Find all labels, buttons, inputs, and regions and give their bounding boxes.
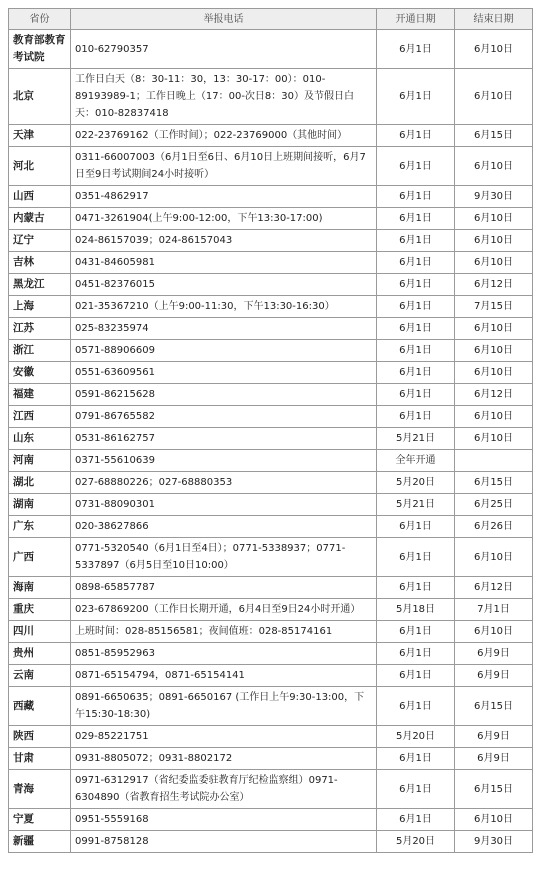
end-date-cell (455, 450, 533, 472)
province-cell: 江苏 (9, 318, 71, 340)
start-date-cell: 5月18日 (377, 599, 455, 621)
end-date-cell: 6月9日 (455, 726, 533, 748)
phone-cell: 0731-88090301 (71, 494, 377, 516)
table-row (9, 208, 533, 230)
phone-cell: 024-86157039；024-86157043 (71, 230, 377, 252)
start-date-cell: 6月1日 (377, 296, 455, 318)
start-date-cell: 5月20日 (377, 472, 455, 494)
start-date-cell: 5月21日 (377, 428, 455, 450)
phone-cell: 0791-86765582 (71, 406, 377, 428)
start-date-cell: 6月1日 (377, 125, 455, 147)
end-date-cell: 6月10日 (455, 809, 533, 831)
table-row (9, 643, 533, 665)
end-date-cell: 6月10日 (455, 406, 533, 428)
phone-cell: 0531-86162757 (71, 428, 377, 450)
end-date-cell: 6月10日 (455, 252, 533, 274)
start-date-cell: 6月1日 (377, 318, 455, 340)
end-date-cell: 7月15日 (455, 296, 533, 318)
province-cell: 河南 (9, 450, 71, 472)
phone-cell: 工作日白天（8：30-11：30，13：30-17：00）：010-89193989-1；工作日晚上（17：00-次日8：30）及节假日白天：010-82837418 (71, 69, 377, 125)
start-date-cell: 6月1日 (377, 665, 455, 687)
table-row (9, 687, 533, 726)
province-cell: 贵州 (9, 643, 71, 665)
start-date-cell: 6月1日 (377, 770, 455, 809)
end-date-cell: 9月30日 (455, 186, 533, 208)
province-cell: 吉林 (9, 252, 71, 274)
province-cell: 海南 (9, 577, 71, 599)
province-cell: 教育部教育考试院 (9, 30, 71, 69)
start-date-cell: 6月1日 (377, 516, 455, 538)
province-cell: 陕西 (9, 726, 71, 748)
province-cell: 福建 (9, 384, 71, 406)
end-date-cell: 6月15日 (455, 472, 533, 494)
start-date-cell: 6月1日 (377, 643, 455, 665)
table-row (9, 516, 533, 538)
table-header (9, 9, 533, 30)
start-date-cell: 6月1日 (377, 621, 455, 643)
phone-cell: 0311-66007003（6月1日至6日、6月10日上班期间接听，6月7日至9日考试期间24小时接听） (71, 147, 377, 186)
start-date-cell: 6月1日 (377, 687, 455, 726)
province-cell: 宁夏 (9, 809, 71, 831)
end-date-cell: 6月10日 (455, 147, 533, 186)
province-cell: 湖北 (9, 472, 71, 494)
table-row (9, 30, 533, 69)
table-row (9, 770, 533, 809)
province-cell: 天津 (9, 125, 71, 147)
table-row (9, 230, 533, 252)
table-row (9, 274, 533, 296)
start-date-cell: 6月1日 (377, 186, 455, 208)
table-row (9, 538, 533, 577)
start-date-cell: 6月1日 (377, 252, 455, 274)
table-row (9, 147, 533, 186)
start-date-cell: 6月1日 (377, 538, 455, 577)
header-phone: 举报电话 (71, 9, 377, 30)
province-cell: 山西 (9, 186, 71, 208)
province-cell: 黑龙江 (9, 274, 71, 296)
table-row (9, 340, 533, 362)
province-cell: 江西 (9, 406, 71, 428)
province-cell: 青海 (9, 770, 71, 809)
phone-cell: 0591-86215628 (71, 384, 377, 406)
phone-cell: 0951-5559168 (71, 809, 377, 831)
province-cell: 浙江 (9, 340, 71, 362)
end-date-cell: 6月9日 (455, 748, 533, 770)
phone-cell: 022-23769162（工作时间）；022-23769000（其他时间） (71, 125, 377, 147)
end-date-cell: 6月12日 (455, 274, 533, 296)
province-cell: 广西 (9, 538, 71, 577)
province-cell: 上海 (9, 296, 71, 318)
phone-cell: 0871-65154794，0871-65154141 (71, 665, 377, 687)
start-date-cell: 6月1日 (377, 362, 455, 384)
phone-cell: 上班时间：028-85156581；夜间值班：028-85174161 (71, 621, 377, 643)
end-date-cell: 6月12日 (455, 577, 533, 599)
start-date-cell: 5月20日 (377, 726, 455, 748)
phone-cell: 0431-84605981 (71, 252, 377, 274)
phone-cell: 0451-82376015 (71, 274, 377, 296)
phone-cell: 029-85221751 (71, 726, 377, 748)
phone-cell: 0971-6312917（省纪委监委驻教育厅纪检监察组）0971-6304890（省教育招生考试院办公室） (71, 770, 377, 809)
end-date-cell: 6月10日 (455, 538, 533, 577)
start-date-cell: 6月1日 (377, 69, 455, 125)
hotline-table (8, 8, 533, 853)
end-date-cell: 6月9日 (455, 643, 533, 665)
table-row (9, 186, 533, 208)
start-date-cell: 6月1日 (377, 577, 455, 599)
phone-cell: 025-83235974 (71, 318, 377, 340)
province-cell: 安徽 (9, 362, 71, 384)
table-row (9, 599, 533, 621)
phone-cell: 0898-65857787 (71, 577, 377, 599)
province-cell: 重庆 (9, 599, 71, 621)
end-date-cell: 6月10日 (455, 428, 533, 450)
end-date-cell: 7月1日 (455, 599, 533, 621)
end-date-cell: 6月10日 (455, 208, 533, 230)
start-date-cell: 6月1日 (377, 30, 455, 69)
end-date-cell: 6月10日 (455, 230, 533, 252)
end-date-cell: 6月15日 (455, 687, 533, 726)
table-row (9, 125, 533, 147)
start-date-cell: 5月20日 (377, 831, 455, 853)
phone-cell: 0931-8805072；0931-8802172 (71, 748, 377, 770)
table-row (9, 809, 533, 831)
start-date-cell: 6月1日 (377, 274, 455, 296)
table-row (9, 665, 533, 687)
header-province: 省份 (9, 9, 71, 30)
phone-cell: 0571-88906609 (71, 340, 377, 362)
phone-cell: 020-38627866 (71, 516, 377, 538)
table-row (9, 252, 533, 274)
phone-cell: 0471-3261904(上午9:00-12:00，下午13:30-17:00) (71, 208, 377, 230)
start-date-cell: 6月1日 (377, 340, 455, 362)
end-date-cell: 6月10日 (455, 30, 533, 69)
end-date-cell: 6月10日 (455, 69, 533, 125)
table-row (9, 362, 533, 384)
end-date-cell: 6月26日 (455, 516, 533, 538)
end-date-cell: 6月25日 (455, 494, 533, 516)
phone-cell: 023-67869200（工作日长期开通，6月4日至9日24小时开通） (71, 599, 377, 621)
phone-cell: 027-68880226；027-68880353 (71, 472, 377, 494)
start-date-cell: 6月1日 (377, 208, 455, 230)
province-cell: 云南 (9, 665, 71, 687)
province-cell: 新疆 (9, 831, 71, 853)
province-cell: 湖南 (9, 494, 71, 516)
end-date-cell: 6月15日 (455, 770, 533, 809)
province-cell: 山东 (9, 428, 71, 450)
end-date-cell: 6月10日 (455, 621, 533, 643)
start-date-cell: 6月1日 (377, 147, 455, 186)
header-start-date: 开通日期 (377, 9, 455, 30)
end-date-cell: 6月10日 (455, 318, 533, 340)
table-row (9, 621, 533, 643)
table-row (9, 472, 533, 494)
phone-cell: 0351-4862917 (71, 186, 377, 208)
phone-cell: 010-62790357 (71, 30, 377, 69)
phone-cell: 0891-6650635；0891-6650167 (工作日上午9:30-13:00，下午15:30-18:30) (71, 687, 377, 726)
province-cell: 内蒙古 (9, 208, 71, 230)
province-cell: 广东 (9, 516, 71, 538)
start-date-cell: 6月1日 (377, 809, 455, 831)
table-row (9, 450, 533, 472)
header-row (9, 9, 533, 30)
start-date-cell: 6月1日 (377, 384, 455, 406)
end-date-cell: 6月10日 (455, 340, 533, 362)
phone-cell: 0371-55610639 (71, 450, 377, 472)
phone-cell: 021-35367210（上午9:00-11:30，下午13:30-16:30） (71, 296, 377, 318)
table-row (9, 748, 533, 770)
province-cell: 北京 (9, 69, 71, 125)
table-row (9, 69, 533, 125)
phone-cell: 0851-85952963 (71, 643, 377, 665)
province-cell: 辽宁 (9, 230, 71, 252)
table-row (9, 494, 533, 516)
end-date-cell: 9月30日 (455, 831, 533, 853)
table-body (9, 30, 533, 853)
phone-cell: 0771-5320540（6月1日至4日）；0771-5338937；0771-5337897（6月5日至10日10:00） (71, 538, 377, 577)
end-date-cell: 6月15日 (455, 125, 533, 147)
table-row (9, 726, 533, 748)
table-row (9, 428, 533, 450)
end-date-cell: 6月12日 (455, 384, 533, 406)
phone-cell: 0551-63609561 (71, 362, 377, 384)
table-row (9, 831, 533, 853)
table-row (9, 577, 533, 599)
start-date-cell: 6月1日 (377, 406, 455, 428)
table-row (9, 406, 533, 428)
start-date-cell: 6月1日 (377, 230, 455, 252)
table-row (9, 384, 533, 406)
end-date-cell: 6月10日 (455, 362, 533, 384)
header-end-date: 结束日期 (455, 9, 533, 30)
province-cell: 四川 (9, 621, 71, 643)
province-cell: 西藏 (9, 687, 71, 726)
hotline-table-container (8, 8, 532, 853)
start-date-cell: 6月1日 (377, 748, 455, 770)
phone-cell: 0991-8758128 (71, 831, 377, 853)
end-date-cell: 6月9日 (455, 665, 533, 687)
table-row (9, 296, 533, 318)
province-cell: 河北 (9, 147, 71, 186)
start-date-cell: 5月21日 (377, 494, 455, 516)
table-row (9, 318, 533, 340)
province-cell: 甘肃 (9, 748, 71, 770)
start-date-cell: 全年开通 (377, 450, 455, 472)
